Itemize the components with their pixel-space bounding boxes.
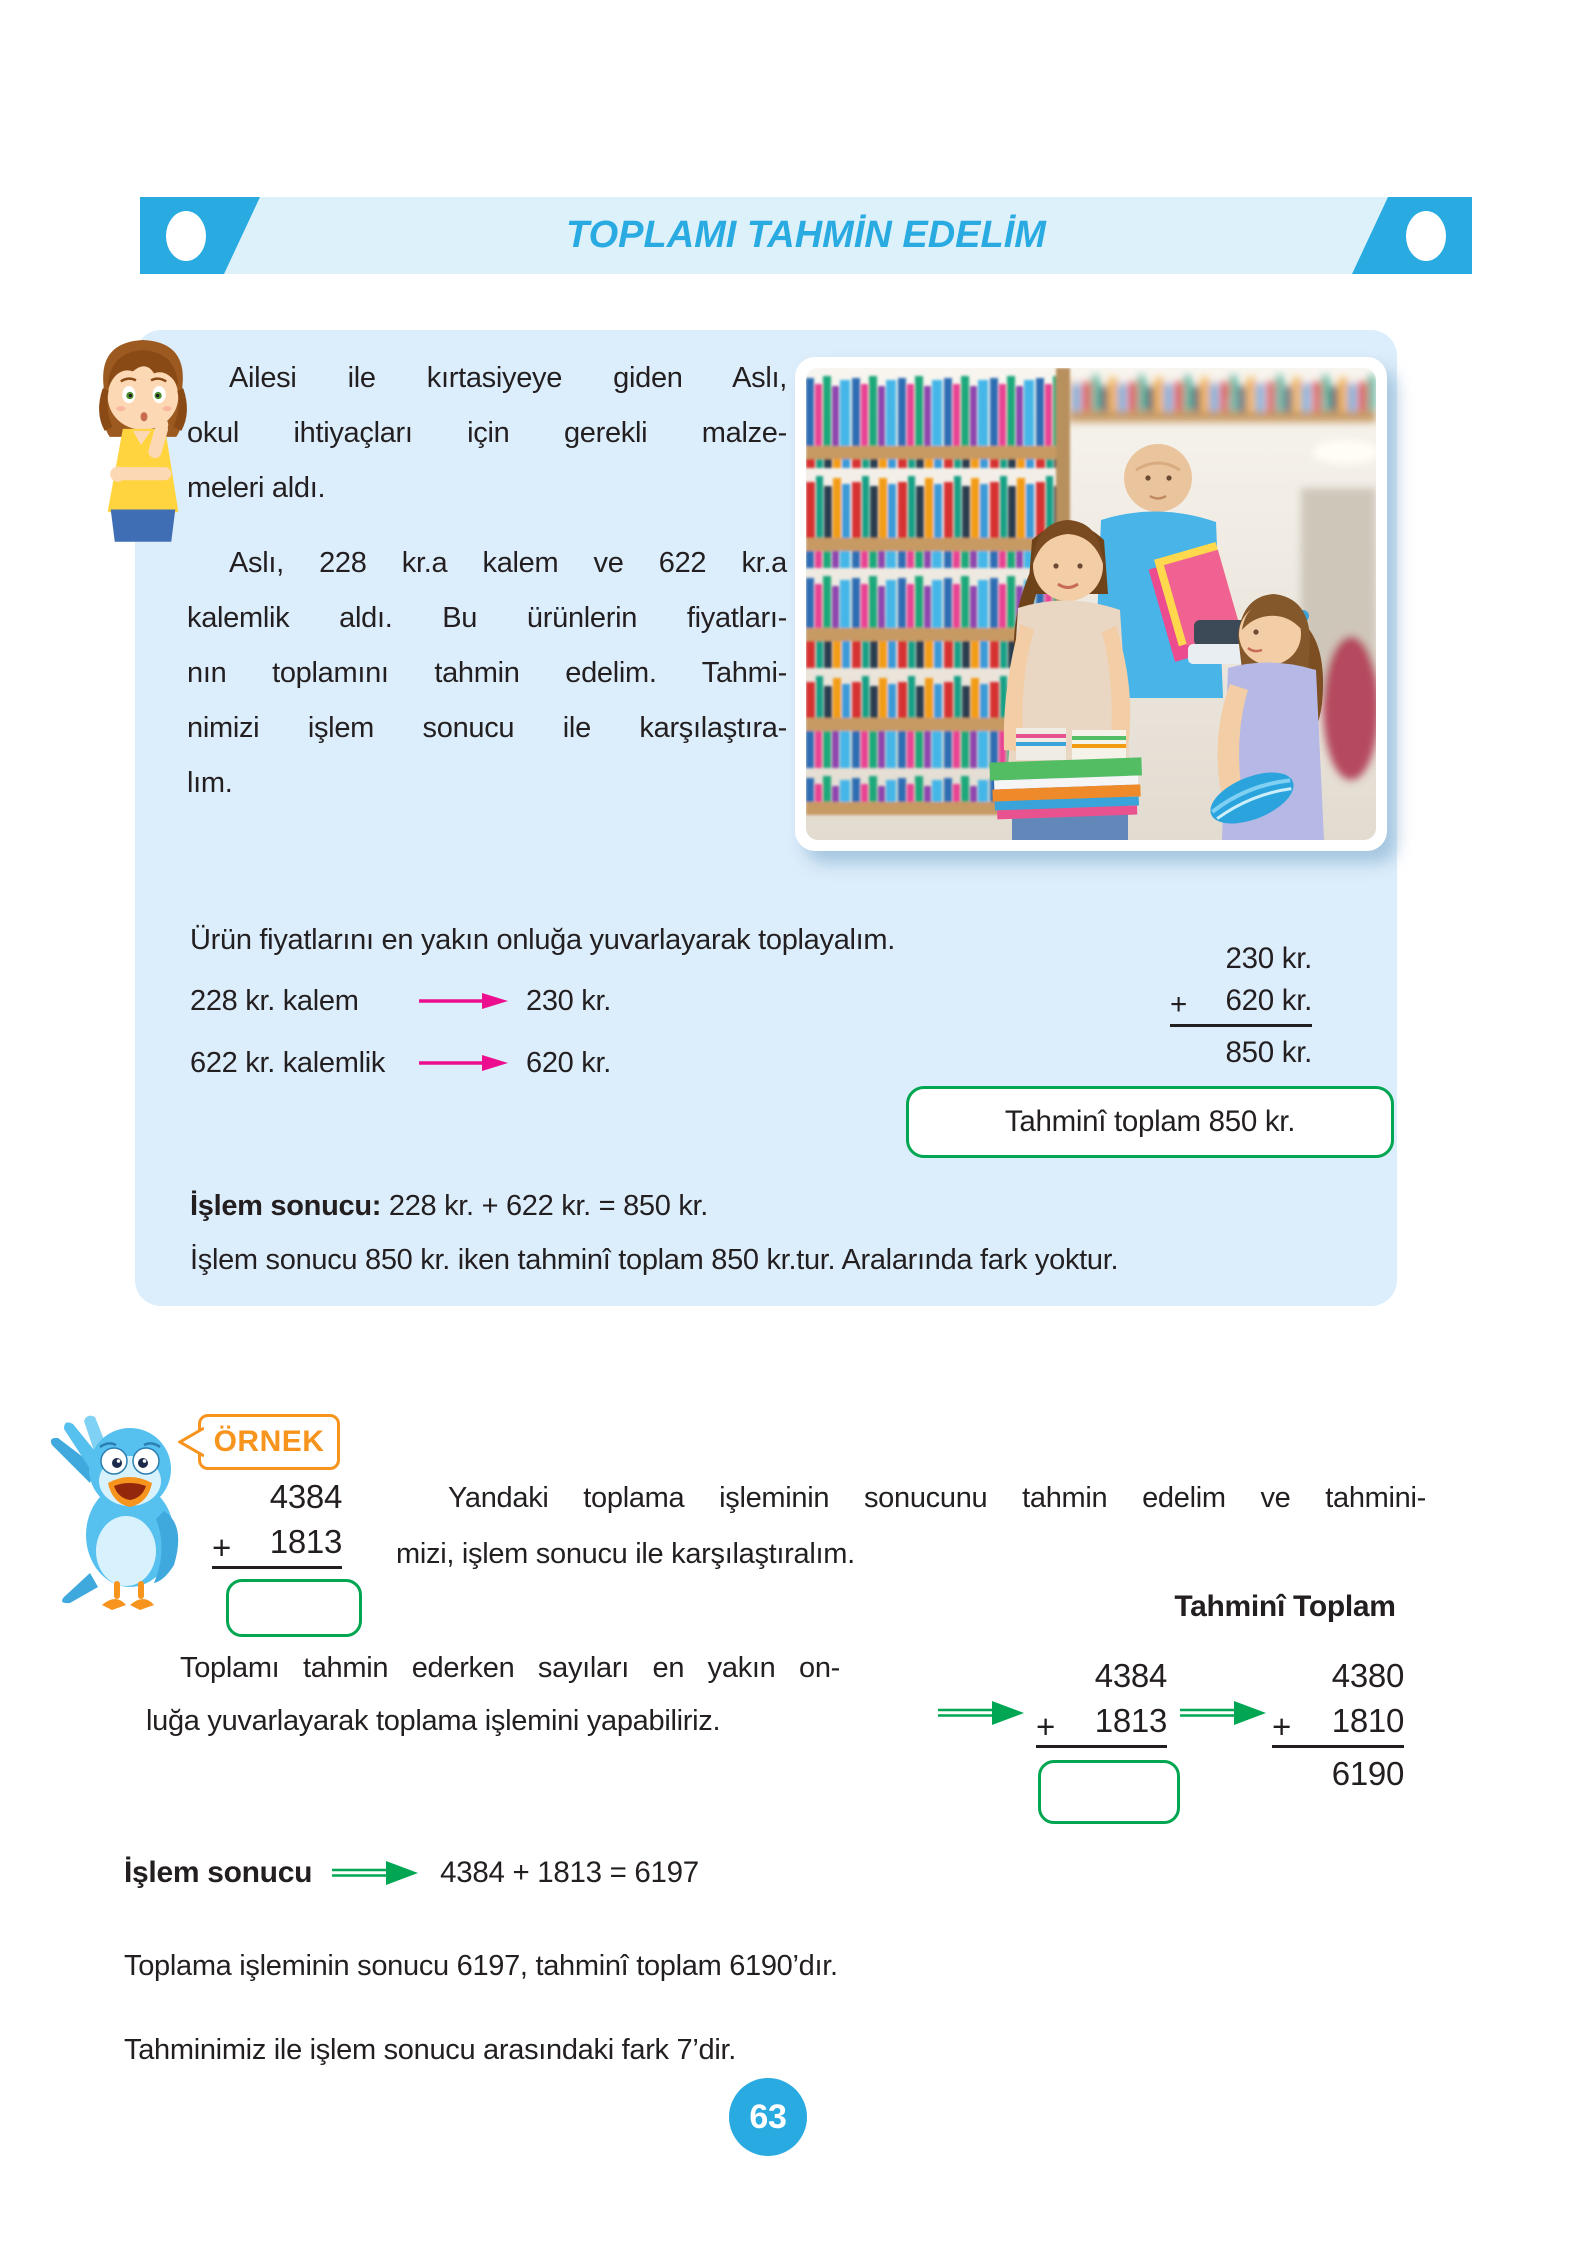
plus-sign: +	[1170, 988, 1187, 1021]
intro-line: nimizi işlem sonucu ile karşılaştıra-	[187, 712, 787, 744]
operation-result-equation: 228 kr. + 622 kr. = 850 kr.	[388, 1190, 709, 1222]
example-result-equation: 4384 + 1813 = 6197	[440, 1856, 699, 1889]
page-number-badge	[729, 2078, 807, 2156]
addend: 4384	[269, 1478, 342, 1515]
rounding-title: Ürün fiyatlarını en yakın onluğa yuvarlayarak toplayalım.	[190, 924, 896, 956]
rounded-addition	[1170, 938, 1312, 1075]
rounding-row	[190, 1038, 770, 1088]
hint-line: luğa yuvarlayarak toplama işlemini yapabiliriz.	[146, 1705, 721, 1737]
page-number: 63	[749, 2097, 787, 2136]
intro-line: meleri aldı.	[187, 472, 326, 504]
comparison-line: İşlem sonucu 850 kr. iken tahminî toplam 850 kr.tur. Aralarında fark yoktur.	[190, 1244, 1119, 1276]
hint-text	[146, 1642, 946, 1748]
answer-box	[226, 1579, 362, 1637]
header-band	[140, 197, 1472, 274]
addend: + 1813	[212, 1519, 342, 1564]
operation-result-label: İşlem sonucu:	[190, 1190, 382, 1222]
addend: 4380	[1331, 1657, 1404, 1694]
hint-line: Toplamı tahmin ederken sayıları en yakın on-	[180, 1652, 840, 1684]
desc-line: mizi, işlem sonucu ile karşılaştıralım.	[396, 1538, 855, 1570]
plus-sign: +	[212, 1529, 231, 1566]
intro-line: Ailesi ile kırtasiyeye giden Aslı,	[229, 362, 787, 394]
plus-sign: +	[1272, 1708, 1291, 1745]
price-label: 622 kr. kalemlik	[190, 1046, 386, 1079]
example-result-label: İşlem sonucu	[124, 1856, 313, 1889]
pink-arrow-icon	[418, 1052, 526, 1074]
rounded-value: 620 kr.	[526, 1046, 611, 1079]
addend: + 1813	[1036, 1698, 1167, 1743]
intro-line: okul ihtiyaçları için gerekli malze-	[187, 417, 787, 449]
sum-line	[1036, 1745, 1167, 1748]
intro-line: nın toplamını tahmin edelim. Tahmi-	[187, 657, 787, 689]
example-label-bubble	[198, 1414, 340, 1470]
sum-value: 850 kr.	[1225, 1036, 1312, 1069]
sum-line	[212, 1566, 342, 1569]
estimate-result-box: Tahminî toplam 850 kr.	[906, 1086, 1394, 1158]
addend: 4384	[1094, 1657, 1167, 1694]
example-label: ÖRNEK	[213, 1425, 325, 1458]
speech-bubble-tail-icon	[178, 1426, 204, 1458]
example-addition-rounded	[1272, 1653, 1404, 1796]
intro-line: kalemlik aldı. Bu ürünlerin fiyatları-	[187, 602, 787, 634]
price-label: 228 kr. kalem	[190, 984, 359, 1017]
rounded-value: 230 kr.	[526, 984, 611, 1017]
green-double-arrow-icon	[938, 1699, 1026, 1727]
example-addition	[212, 1474, 342, 1637]
desc-line: Yandaki toplama işleminin sonucunu tahmin edelim ve tahmini-	[448, 1482, 1426, 1514]
example-result-line	[124, 1856, 699, 1890]
intro-line: lım.	[187, 767, 233, 799]
answer-box	[1038, 1760, 1180, 1824]
stationery-store-photo	[795, 357, 1387, 851]
estimate-column-header: Tahminî Toplam	[1174, 1590, 1396, 1623]
intro-line: Aslı, 228 kr.a kalem ve 622 kr.a	[229, 547, 787, 579]
example-comparison-line: Toplama işleminin sonucu 6197, tahminî toplam 6190’dır.	[124, 1950, 838, 1982]
sum-value: 6190	[1331, 1755, 1404, 1792]
bluebird-illustration	[50, 1413, 190, 1613]
pink-arrow-icon	[418, 990, 526, 1012]
example-addition-original	[1036, 1653, 1167, 1824]
page-title: TOPLAMI TAHMİN EDELİM	[566, 214, 1046, 256]
operation-result-line	[190, 1182, 708, 1230]
rounding-row	[190, 976, 770, 1026]
example-description	[396, 1470, 1426, 1582]
addend: + 1810	[1272, 1698, 1404, 1743]
plus-sign: +	[1036, 1708, 1055, 1745]
intro-text	[187, 351, 787, 811]
example-difference-line: Tahminimiz ile işlem sonucu arasındaki fark 7’dir.	[124, 2034, 736, 2066]
green-double-arrow-icon	[326, 1859, 426, 1887]
addend: 230 kr.	[1225, 942, 1312, 975]
addend: + 620 kr.	[1170, 980, 1312, 1022]
green-double-arrow-icon	[1180, 1699, 1268, 1727]
